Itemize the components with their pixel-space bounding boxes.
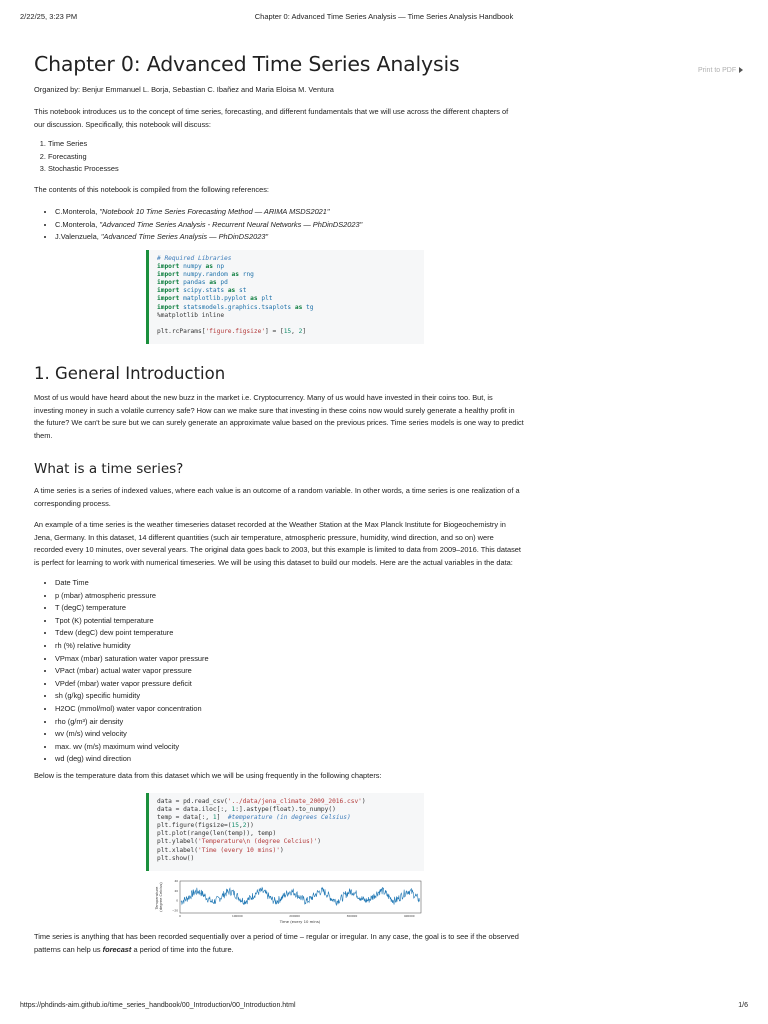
x-tick-label: 100000 bbox=[231, 914, 243, 918]
y-tick-label: −20 bbox=[172, 908, 178, 913]
play-arrow-icon bbox=[739, 67, 743, 73]
list-item: • wd (deg) wind direction bbox=[55, 753, 555, 766]
temperature-series-line bbox=[181, 887, 420, 905]
list-item: 3. Stochastic Processes bbox=[48, 163, 548, 176]
page-title: Chapter 0: Advanced Time Series Analysis bbox=[34, 52, 460, 76]
main-content bbox=[34, 52, 544, 88]
list-item: • rh (%) relative humidity bbox=[55, 640, 555, 653]
reference-item bbox=[55, 206, 555, 219]
list-item: • p (mbar) atmospheric pressure bbox=[55, 590, 555, 603]
print-to-pdf-label: Print to PDF bbox=[698, 67, 737, 74]
print-doc-title: Chapter 0: Advanced Time Series Analysis — Time Series Analysis Handbook bbox=[254, 12, 514, 21]
code-line: plt.plot(range(len(temp)), temp) bbox=[157, 830, 277, 838]
list-item: • rho (g/m³) air density bbox=[55, 716, 555, 729]
time-series-definition: A time series is a series of indexed values, where each value is an outcome of a random variable. In other words, a time series is one realization of a corresponding process. bbox=[34, 486, 520, 508]
y-axis-label bbox=[155, 882, 163, 912]
list-item: • Tdew (degC) dew point temperature bbox=[55, 627, 555, 640]
list-item: • max. wv (m/s) maximum wind velocity bbox=[55, 741, 555, 754]
reference-item bbox=[55, 219, 555, 232]
list-item: • T (degC) temperature bbox=[55, 602, 555, 615]
code-comment: # Required Libraries bbox=[157, 255, 232, 262]
x-axis-label: Time (every 10 mins) bbox=[279, 919, 321, 924]
x-tick-label: 0 bbox=[179, 914, 181, 918]
dataset-example-paragraph: An example of a time series is the weather timeseries dataset recorded at the Weather Station at the Max Planck Institute for Biogeochemistry in Jena, Germany. In this dataset, 14 different quantities (such air temperature, atmospheric pressure, humidity, wind direction, and so on) were recorded every 10 minutes, over several years. The original data goes back to 2003, but this example is limited to data from 2009–2016. This dataset is perfect for learning to work with numerical timeseries. We will be using this dataset to build our models. Here are the actual variables in the data: bbox=[34, 520, 521, 567]
code-line: import scipy.stats as st bbox=[157, 287, 247, 295]
code-line: %matplotlib inline bbox=[157, 311, 225, 319]
reference-author: C.Monterola, bbox=[55, 207, 100, 216]
print-footer bbox=[20, 1002, 748, 1014]
code-line: import statsmodels.graphics.tsaplots as tg bbox=[157, 303, 314, 311]
list-item: • Tpot (K) potential temperature bbox=[55, 615, 555, 628]
x-tick-label: 300000 bbox=[346, 914, 358, 918]
topics-list bbox=[28, 138, 548, 176]
list-item: • H2OC (mmol/mol) water vapor concentration bbox=[55, 703, 555, 716]
list-item: • VPdef (mbar) water vapor pressure deficit bbox=[55, 678, 555, 691]
list-item: • Date Time bbox=[55, 577, 555, 590]
code-line: plt.show() bbox=[157, 854, 195, 862]
closing-paragraph: Time series is anything that has been recorded sequentially over a period of time – regular or irregular. In any case, the goal is to see if the observed patterns can help us forecast a period of time into the future. bbox=[34, 932, 519, 954]
code-line: temp = data[:, 1] #temperature (in degrees Celsius) bbox=[157, 814, 351, 822]
reference-author: J.Valenzuela, bbox=[55, 232, 101, 242]
print-url: https://phdinds-aim.github.io/time_series_handbook/00_Introduction/00_Introduction.html bbox=[20, 1002, 296, 1009]
code-line: data = data.iloc[:, 1:].astype(float).to_numpy() bbox=[157, 806, 336, 814]
x-tick-label: 400000 bbox=[403, 914, 415, 918]
code-line: import pandas as pd bbox=[157, 279, 228, 287]
y-axis-label-line: (degree Celcius) bbox=[159, 882, 163, 912]
code-line: data = pd.read_csv('../data/jena_climate_2009_2016.csv') bbox=[157, 798, 366, 805]
y-tick-label: 0 bbox=[176, 898, 178, 903]
reference-item bbox=[55, 231, 555, 244]
y-tick-label: 20 bbox=[174, 888, 178, 893]
reference-title: "Advanced Time Series Analysis - Recurrent Neural Networks — PhDinDS2023" bbox=[99, 219, 363, 229]
intro-paragraph bbox=[34, 106, 546, 131]
code-line: plt.ylabel('Temperature\n (degree Celcius)') bbox=[157, 838, 321, 846]
reference-title: "Advanced Time Series Analysis — PhDinDS2023" bbox=[100, 232, 269, 242]
print-header bbox=[20, 12, 748, 24]
print-page-number: 1/6 bbox=[738, 1002, 748, 1009]
references-intro: The contents of this notebook is compiled from the following references: bbox=[34, 185, 269, 194]
list-item: • wv (m/s) wind velocity bbox=[55, 728, 555, 741]
list-item: 2. Forecasting bbox=[48, 151, 548, 164]
references-list bbox=[35, 206, 555, 244]
intro-line-1: This notebook introduces us to the concept of time series, forecasting, and different fundamentals that we will use across the different chapters of bbox=[34, 107, 509, 116]
list-item: • sh (g/kg) specific humidity bbox=[55, 690, 555, 703]
code-cell-load-data[interactable] bbox=[146, 793, 424, 871]
code-cell-imports[interactable] bbox=[146, 250, 424, 344]
list-item: • VPmax (mbar) saturation water vapor pressure bbox=[55, 653, 555, 666]
code-line: import matplotlib.pyplot as plt bbox=[157, 295, 273, 303]
x-tick-label: 200000 bbox=[289, 914, 300, 918]
y-axis-label-line: Temperature bbox=[155, 886, 159, 910]
reference-title: "Notebook 10 Time Series Forecasting Method — ARIMA MSDS2021" bbox=[99, 207, 330, 216]
reference-author: C.Monterola, bbox=[55, 219, 100, 229]
temperature-chart bbox=[150, 878, 425, 926]
organized-by: Organized by: Benjur Emmanuel L. Borja, Sebastian C. Ibañez and Maria Eloisa M. Ventura bbox=[34, 85, 334, 94]
code-line: plt.xlabel('Time (every 10 mins)') bbox=[157, 846, 284, 854]
below-text: Below is the temperature data from this dataset which we will be using frequently in the following chapters: bbox=[34, 771, 382, 780]
code-line: plt.figure(figsize=(15,2)) bbox=[157, 822, 254, 830]
variables-list bbox=[35, 577, 555, 766]
code-line: import numpy.random as rng bbox=[157, 271, 254, 279]
code-line: plt.rcParams['figure.figsize'] = [15, 2] bbox=[157, 327, 307, 335]
general-intro-paragraph: Most of us would have heard about the new buzz in the market i.e. Cryptocurrency. Many of us would have invested in their coins too. But, is investing money in such a volatile currency safe? How can we make sure that investing in these coins now would surely generate a healthy profit in the future? We can't be sure but we can surely generate an approximate value based on the previous prices. Time series models is one way to predict them. bbox=[34, 393, 524, 440]
section-general-introduction: 1. General Introduction bbox=[34, 364, 226, 383]
temperature-chart-svg bbox=[150, 878, 425, 926]
print-datetime: 2/22/25, 3:23 PM bbox=[20, 12, 78, 21]
list-item: 1. Time Series bbox=[48, 138, 548, 151]
intro-line-2: our discussion. Specifically, this notebook will discuss: bbox=[34, 119, 211, 129]
y-ticks bbox=[172, 879, 178, 913]
print-to-pdf-button[interactable] bbox=[698, 67, 743, 74]
code-line: import numpy as np bbox=[157, 263, 225, 271]
y-tick-label: 40 bbox=[174, 879, 178, 883]
x-ticks bbox=[179, 914, 415, 918]
list-item: • VPact (mbar) actual water vapor pressure bbox=[55, 665, 555, 678]
subsection-what-is-time-series: What is a time series? bbox=[34, 461, 184, 477]
